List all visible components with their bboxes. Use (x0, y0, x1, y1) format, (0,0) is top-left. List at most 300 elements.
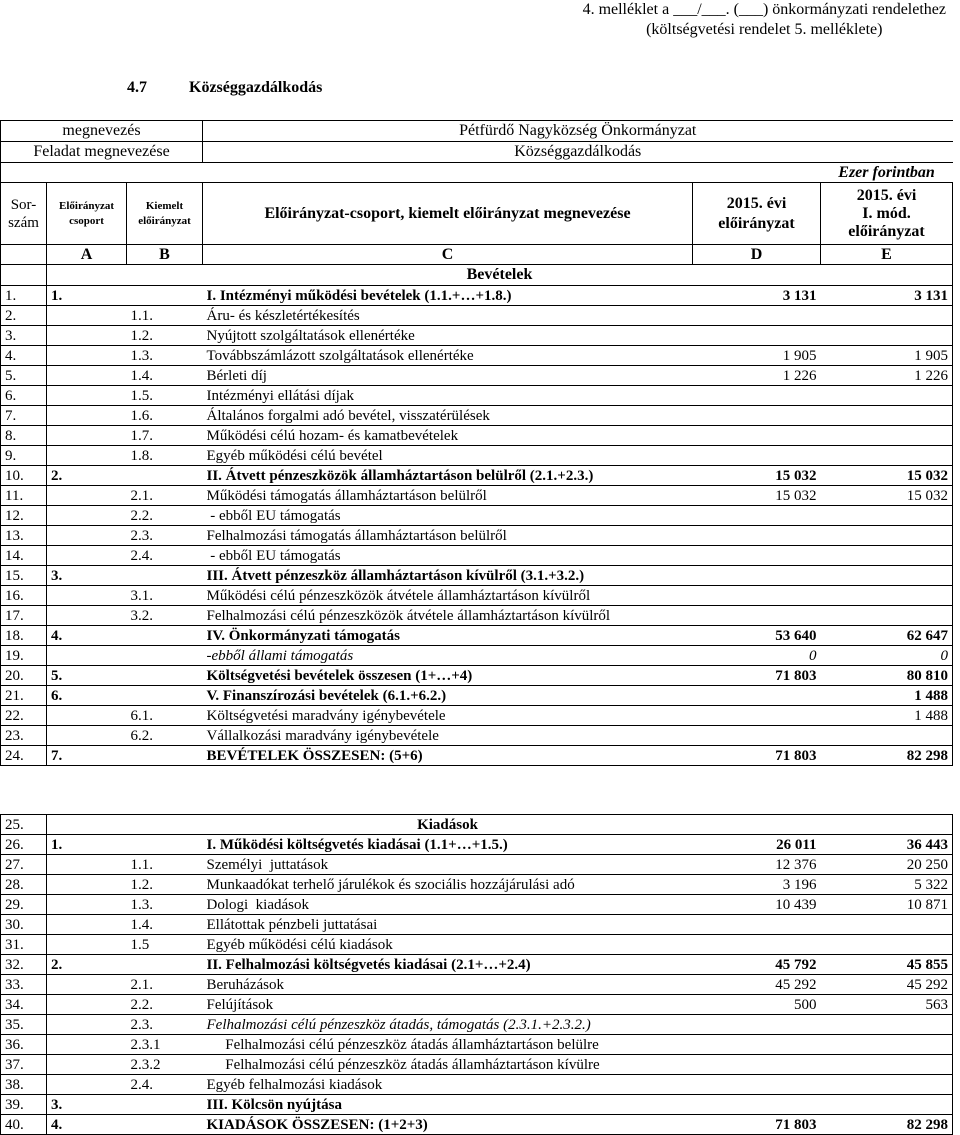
row-value-e: 3 131 (821, 286, 953, 306)
row-value-d: 45 292 (693, 975, 821, 995)
row-value-d: 71 803 (693, 1115, 821, 1135)
megnevezes-label: megnevezés (1, 121, 203, 142)
row-name: III. Kölcsön nyújtása (203, 1095, 693, 1115)
row-number: 24. (1, 746, 47, 766)
row-number: 26. (1, 835, 47, 855)
table-row (1, 1115, 953, 1135)
table-row (1, 486, 953, 506)
row-csoport: 3. (47, 1095, 127, 1115)
row-name: Vállalkozási maradvány igénybevétele (203, 726, 693, 746)
row-number: 7. (1, 406, 47, 426)
row-value-d: 1 226 (693, 366, 821, 386)
row-name: Költségvetési maradvány igénybevétele (203, 706, 693, 726)
row-kiemelt: 2.3. (127, 526, 203, 546)
col-e-line-1: 2015. évi (856, 186, 917, 204)
section-title (127, 79, 322, 97)
row-kiemelt (127, 666, 203, 686)
row-value-d (693, 506, 821, 526)
table-row (1, 686, 953, 706)
row-name: -ebből állami támogatás (203, 646, 693, 666)
feladat-value: Községgazdálkodás (203, 142, 953, 163)
row-csoport: 5. (47, 666, 127, 686)
table-row (1, 915, 953, 935)
row-number: 25. (1, 815, 47, 835)
row-kiemelt: 2.3.1 (127, 1035, 203, 1055)
row-kiemelt (127, 835, 203, 855)
row-kiemelt: 1.8. (127, 446, 203, 466)
row-csoport (47, 346, 127, 366)
row-number: 23. (1, 726, 47, 746)
table-row (1, 406, 953, 426)
row-name: Működési célú hozam- és kamatbevételek (203, 426, 693, 446)
row-name: Egyéb működési célú kiadások (203, 935, 693, 955)
table-row (1, 1015, 953, 1035)
row-csoport: 2. (47, 955, 127, 975)
row-name: BEVÉTELEK ÖSSZESEN: (5+6) (203, 746, 693, 766)
row-number: 11. (1, 486, 47, 506)
row-kiemelt: 2.1. (127, 486, 203, 506)
row-value-e: 1 905 (821, 346, 953, 366)
row-kiemelt (127, 646, 203, 666)
col-e-line-2: I. mód. (862, 204, 911, 222)
row-value-d (693, 1055, 821, 1075)
row-kiemelt: 1.1. (127, 306, 203, 326)
row-value-d: 3 131 (693, 286, 821, 306)
table-row (1, 386, 953, 406)
row-name: - ebből EU támogatás (203, 506, 693, 526)
row-number: 9. (1, 446, 47, 466)
row-value-e: 15 032 (821, 466, 953, 486)
row-name: Költségvetési bevételek összesen (1+…+4) (203, 666, 693, 686)
row-csoport (47, 995, 127, 1015)
row-value-e: 62 647 (821, 626, 953, 646)
table-header (0, 120, 953, 286)
row-value-d (693, 406, 821, 426)
row-value-e: 82 298 (821, 746, 953, 766)
row-kiemelt: 1.3. (127, 346, 203, 366)
table-row (1, 426, 953, 446)
row-kiemelt: 1.7. (127, 426, 203, 446)
row-number: 39. (1, 1095, 47, 1115)
row-value-d (693, 606, 821, 626)
table-row (1, 746, 953, 766)
row-kiemelt: 2.1. (127, 975, 203, 995)
expense-header-row (1, 815, 953, 835)
row-csoport (47, 426, 127, 446)
col-kiemelt: Kiemelt előirányzat (127, 183, 203, 245)
table-row (1, 546, 953, 566)
row-name: Ellátottak pénzbeli juttatásai (203, 915, 693, 935)
table-row (1, 835, 953, 855)
row-name: Továbbszámlázott szolgáltatások ellenértéke (203, 346, 693, 366)
row-kiemelt: 2.4. (127, 546, 203, 566)
row-csoport: 7. (47, 746, 127, 766)
table-row (1, 446, 953, 466)
row-value-e (821, 1015, 953, 1035)
row-csoport (47, 326, 127, 346)
row-kiemelt: 6.1. (127, 706, 203, 726)
table-row (1, 626, 953, 646)
col-megnevezes: Előirányzat-csoport, kiemelt előirányzat megnevezése (203, 183, 693, 245)
row-kiemelt (127, 1115, 203, 1135)
row-value-e (821, 406, 953, 426)
col-e-line-3: előirányzat (848, 222, 925, 240)
table-row (1, 506, 953, 526)
row-kiemelt: 1.2. (127, 326, 203, 346)
row-value-e (821, 386, 953, 406)
row-value-d (693, 306, 821, 326)
row-kiemelt: 1.5. (127, 386, 203, 406)
table-row (1, 995, 953, 1015)
row-number: 3. (1, 326, 47, 346)
row-value-e: 1 226 (821, 366, 953, 386)
table-row (1, 606, 953, 626)
row-name: Felhalmozási támogatás államháztartáson belülről (203, 526, 693, 546)
row-value-e: 36 443 (821, 835, 953, 855)
row-kiemelt (127, 626, 203, 646)
row-value-d (693, 526, 821, 546)
row-name: Felhalmozási célú pénzeszközök átvétele államháztartáson kívülről (203, 606, 693, 626)
row-name: Működési támogatás államháztartáson belülről (203, 486, 693, 506)
col-d: 2015. évi előirányzat (693, 183, 821, 245)
row-value-d (693, 915, 821, 935)
table-row (1, 666, 953, 686)
row-number: 28. (1, 875, 47, 895)
row-name: III. Átvett pénzeszköz államháztartáson kívülről (3.1.+3.2.) (203, 566, 693, 586)
row-csoport (47, 646, 127, 666)
kiadasok-heading: Kiadások (203, 815, 693, 835)
row-number: 22. (1, 706, 47, 726)
row-value-d: 15 032 (693, 486, 821, 506)
row-name: Egyéb felhalmozási kiadások (203, 1075, 693, 1095)
row-number: 31. (1, 935, 47, 955)
row-csoport (47, 915, 127, 935)
row-value-e (821, 586, 953, 606)
row-csoport (47, 386, 127, 406)
row-number: 35. (1, 1015, 47, 1035)
row-value-e: 82 298 (821, 1115, 953, 1135)
row-number: 33. (1, 975, 47, 995)
row-number: 40. (1, 1115, 47, 1135)
row-name: Felhalmozási célú pénzeszköz átadás, támogatás (2.3.1.+2.3.2.) (203, 1015, 693, 1035)
row-number: 4. (1, 346, 47, 366)
row-value-e (821, 546, 953, 566)
row-name: Intézményi ellátási díjak (203, 386, 693, 406)
row-name: Felhalmozási célú pénzeszköz átadás államháztartáson kívülre (203, 1055, 693, 1075)
row-csoport (47, 1035, 127, 1055)
row-value-e (821, 566, 953, 586)
expense-table (0, 814, 953, 1135)
row-kiemelt (127, 955, 203, 975)
row-value-e: 10 871 (821, 895, 953, 915)
row-number: 21. (1, 686, 47, 706)
table-row (1, 326, 953, 346)
row-value-d: 15 032 (693, 466, 821, 486)
row-csoport: 6. (47, 686, 127, 706)
row-kiemelt (127, 1095, 203, 1115)
row-number: 12. (1, 506, 47, 526)
row-csoport (47, 446, 127, 466)
row-kiemelt: 2.2. (127, 995, 203, 1015)
row-csoport (47, 1075, 127, 1095)
col-csoport: Előirányzat csoport (47, 183, 127, 245)
table-row (1, 1055, 953, 1075)
row-csoport (47, 875, 127, 895)
table-row (1, 975, 953, 995)
row-value-e (821, 426, 953, 446)
row-kiemelt: 3.1. (127, 586, 203, 606)
row-value-e (821, 506, 953, 526)
row-csoport: 1. (47, 286, 127, 306)
row-csoport (47, 606, 127, 626)
row-value-d (693, 1075, 821, 1095)
row-value-e: 15 032 (821, 486, 953, 506)
row-value-e: 1 488 (821, 706, 953, 726)
row-csoport (47, 1055, 127, 1075)
row-value-d (693, 1095, 821, 1115)
row-value-d (693, 586, 821, 606)
row-name: I. Intézményi működési bevételek (1.1.+…+1.8.) (203, 286, 693, 306)
row-name: Egyéb működési célú bevétel (203, 446, 693, 466)
row-number: 30. (1, 915, 47, 935)
header-line-2: (költségvetési rendelet 5. melléklete) (646, 21, 883, 38)
row-value-e (821, 606, 953, 626)
row-value-d: 71 803 (693, 746, 821, 766)
row-number: 20. (1, 666, 47, 686)
row-name: V. Finanszírozási bevételek (6.1.+6.2.) (203, 686, 693, 706)
row-value-e (821, 1055, 953, 1075)
section-number: 4.7 (127, 79, 147, 96)
bevetelek-heading: Bevételek (47, 265, 953, 286)
row-csoport (47, 546, 127, 566)
row-number: 34. (1, 995, 47, 1015)
row-value-d (693, 326, 821, 346)
letter-a: A (47, 245, 127, 265)
header-line-1: 4. melléklet a ___/___. (___) önkormányzati rendelethez (582, 1, 946, 18)
row-kiemelt: 2.3.2 (127, 1055, 203, 1075)
row-name: Beruházások (203, 975, 693, 995)
letter-b: B (127, 245, 203, 265)
row-value-d: 500 (693, 995, 821, 1015)
table-row (1, 955, 953, 975)
row-value-e (821, 915, 953, 935)
table-row (1, 366, 953, 386)
row-number: 32. (1, 955, 47, 975)
row-value-e: 45 855 (821, 955, 953, 975)
row-value-e (821, 526, 953, 546)
row-csoport (47, 855, 127, 875)
row-number: 15. (1, 566, 47, 586)
row-number: 5. (1, 366, 47, 386)
row-csoport (47, 586, 127, 606)
row-value-d (693, 1035, 821, 1055)
col-sorszam: Sor-szám (1, 183, 47, 245)
row-number: 18. (1, 626, 47, 646)
row-kiemelt (127, 746, 203, 766)
row-name: KIADÁSOK ÖSSZESEN: (1+2+3) (203, 1115, 693, 1135)
row-kiemelt: 1.1. (127, 855, 203, 875)
row-kiemelt: 6.2. (127, 726, 203, 746)
row-name: II. Felhalmozási költségvetés kiadásai (2.1+…+2.4) (203, 955, 693, 975)
row-number: 36. (1, 1035, 47, 1055)
row-name: II. Átvett pénzeszközök államháztartáson belülről (2.1.+2.3.) (203, 466, 693, 486)
row-number: 2. (1, 306, 47, 326)
row-csoport (47, 306, 127, 326)
row-value-d (693, 935, 821, 955)
row-kiemelt: 3.2. (127, 606, 203, 626)
row-name: Általános forgalmi adó bevétel, visszatérülések (203, 406, 693, 426)
row-number: 6. (1, 386, 47, 406)
feladat-label: Feladat megnevezése (1, 142, 203, 163)
row-value-e (821, 1035, 953, 1055)
row-number: 19. (1, 646, 47, 666)
row-value-e (821, 1075, 953, 1095)
table-row (1, 855, 953, 875)
table-row (1, 935, 953, 955)
row-csoport: 2. (47, 466, 127, 486)
row-name: Nyújtott szolgáltatások ellenértéke (203, 326, 693, 346)
table-row (1, 1075, 953, 1095)
row-csoport: 1. (47, 835, 127, 855)
row-kiemelt: 1.3. (127, 895, 203, 915)
row-name: Dologi kiadások (203, 895, 693, 915)
row-value-d: 3 196 (693, 875, 821, 895)
row-csoport (47, 526, 127, 546)
row-csoport (47, 506, 127, 526)
row-csoport (47, 366, 127, 386)
table-row (1, 1095, 953, 1115)
row-csoport (47, 406, 127, 426)
row-value-e (821, 446, 953, 466)
row-csoport (47, 1015, 127, 1035)
row-value-d: 71 803 (693, 666, 821, 686)
table-row (1, 466, 953, 486)
table-row (1, 875, 953, 895)
row-number: 16. (1, 586, 47, 606)
row-name: Áru- és készletértékesítés (203, 306, 693, 326)
row-kiemelt: 1.2. (127, 875, 203, 895)
row-value-e: 20 250 (821, 855, 953, 875)
row-value-e (821, 935, 953, 955)
section-name: Községgazdálkodás (189, 79, 323, 96)
row-number: 14. (1, 546, 47, 566)
row-csoport: 4. (47, 1115, 127, 1135)
row-value-d: 10 439 (693, 895, 821, 915)
row-name: Személyi juttatások (203, 855, 693, 875)
row-number: 17. (1, 606, 47, 626)
row-value-e (821, 726, 953, 746)
row-csoport: 3. (47, 566, 127, 586)
row-kiemelt: 2.2. (127, 506, 203, 526)
row-kiemelt (127, 686, 203, 706)
table-row (1, 586, 953, 606)
megnevezes-value: Pétfürdő Nagyközség Önkormányzat (203, 121, 953, 142)
row-value-d: 53 640 (693, 626, 821, 646)
row-name: - ebből EU támogatás (203, 546, 693, 566)
table-row (1, 895, 953, 915)
row-number: 38. (1, 1075, 47, 1095)
row-value-d (693, 426, 821, 446)
row-kiemelt (127, 566, 203, 586)
row-csoport: 4. (47, 626, 127, 646)
row-number: 27. (1, 855, 47, 875)
row-value-d: 0 (693, 646, 821, 666)
row-kiemelt: 1.6. (127, 406, 203, 426)
row-value-d: 12 376 (693, 855, 821, 875)
row-csoport (47, 895, 127, 915)
row-kiemelt: 2.4. (127, 1075, 203, 1095)
row-value-e: 5 322 (821, 875, 953, 895)
table-row (1, 306, 953, 326)
row-csoport (47, 486, 127, 506)
row-kiemelt (127, 286, 203, 306)
col-e (821, 183, 953, 245)
row-name: I. Működési költségvetés kiadásai (1.1+…+1.5.) (203, 835, 693, 855)
row-name: Felhalmozási célú pénzeszköz átadás államháztartáson belülre (203, 1035, 693, 1055)
row-value-e (821, 1095, 953, 1115)
row-value-e (821, 306, 953, 326)
row-number: 13. (1, 526, 47, 546)
row-csoport (47, 726, 127, 746)
row-number: 10. (1, 466, 47, 486)
row-kiemelt (127, 466, 203, 486)
row-value-d: 26 011 (693, 835, 821, 855)
table-row (1, 646, 953, 666)
row-kiemelt: 2.3. (127, 1015, 203, 1035)
row-value-d (693, 446, 821, 466)
row-name: Működési célú pénzeszközök átvétele államháztartáson kívülről (203, 586, 693, 606)
row-value-e: 1 488 (821, 686, 953, 706)
row-number: 8. (1, 426, 47, 446)
row-name: Bérleti díj (203, 366, 693, 386)
row-kiemelt: 1.4. (127, 366, 203, 386)
row-value-d (693, 546, 821, 566)
row-name: IV. Önkormányzati támogatás (203, 626, 693, 646)
row-number: 37. (1, 1055, 47, 1075)
row-value-d (693, 726, 821, 746)
row-kiemelt: 1.5 (127, 935, 203, 955)
letter-d: D (693, 245, 821, 265)
row-value-d: 1 905 (693, 346, 821, 366)
letter-e: E (821, 245, 953, 265)
row-number: 29. (1, 895, 47, 915)
row-value-e: 563 (821, 995, 953, 1015)
row-number: 1. (1, 286, 47, 306)
row-value-d: 45 792 (693, 955, 821, 975)
row-name: Munkaadókat terhelő járulékok és szociális hozzájárulási adó (203, 875, 693, 895)
letter-c: C (203, 245, 693, 265)
unit-label: Ezer forintban (821, 163, 953, 183)
row-value-d (693, 386, 821, 406)
row-value-d (693, 566, 821, 586)
table-row (1, 706, 953, 726)
row-kiemelt: 1.4. (127, 915, 203, 935)
row-value-d (693, 686, 821, 706)
row-value-e: 0 (821, 646, 953, 666)
table-row (1, 286, 953, 306)
table-row (1, 1035, 953, 1055)
row-csoport (47, 975, 127, 995)
row-name: Felújítások (203, 995, 693, 1015)
row-value-d (693, 1015, 821, 1035)
table-row (1, 346, 953, 366)
row-value-e: 80 810 (821, 666, 953, 686)
table-row (1, 566, 953, 586)
revenue-table (0, 286, 953, 766)
row-csoport (47, 706, 127, 726)
table-row (1, 526, 953, 546)
document-header (583, 0, 946, 40)
